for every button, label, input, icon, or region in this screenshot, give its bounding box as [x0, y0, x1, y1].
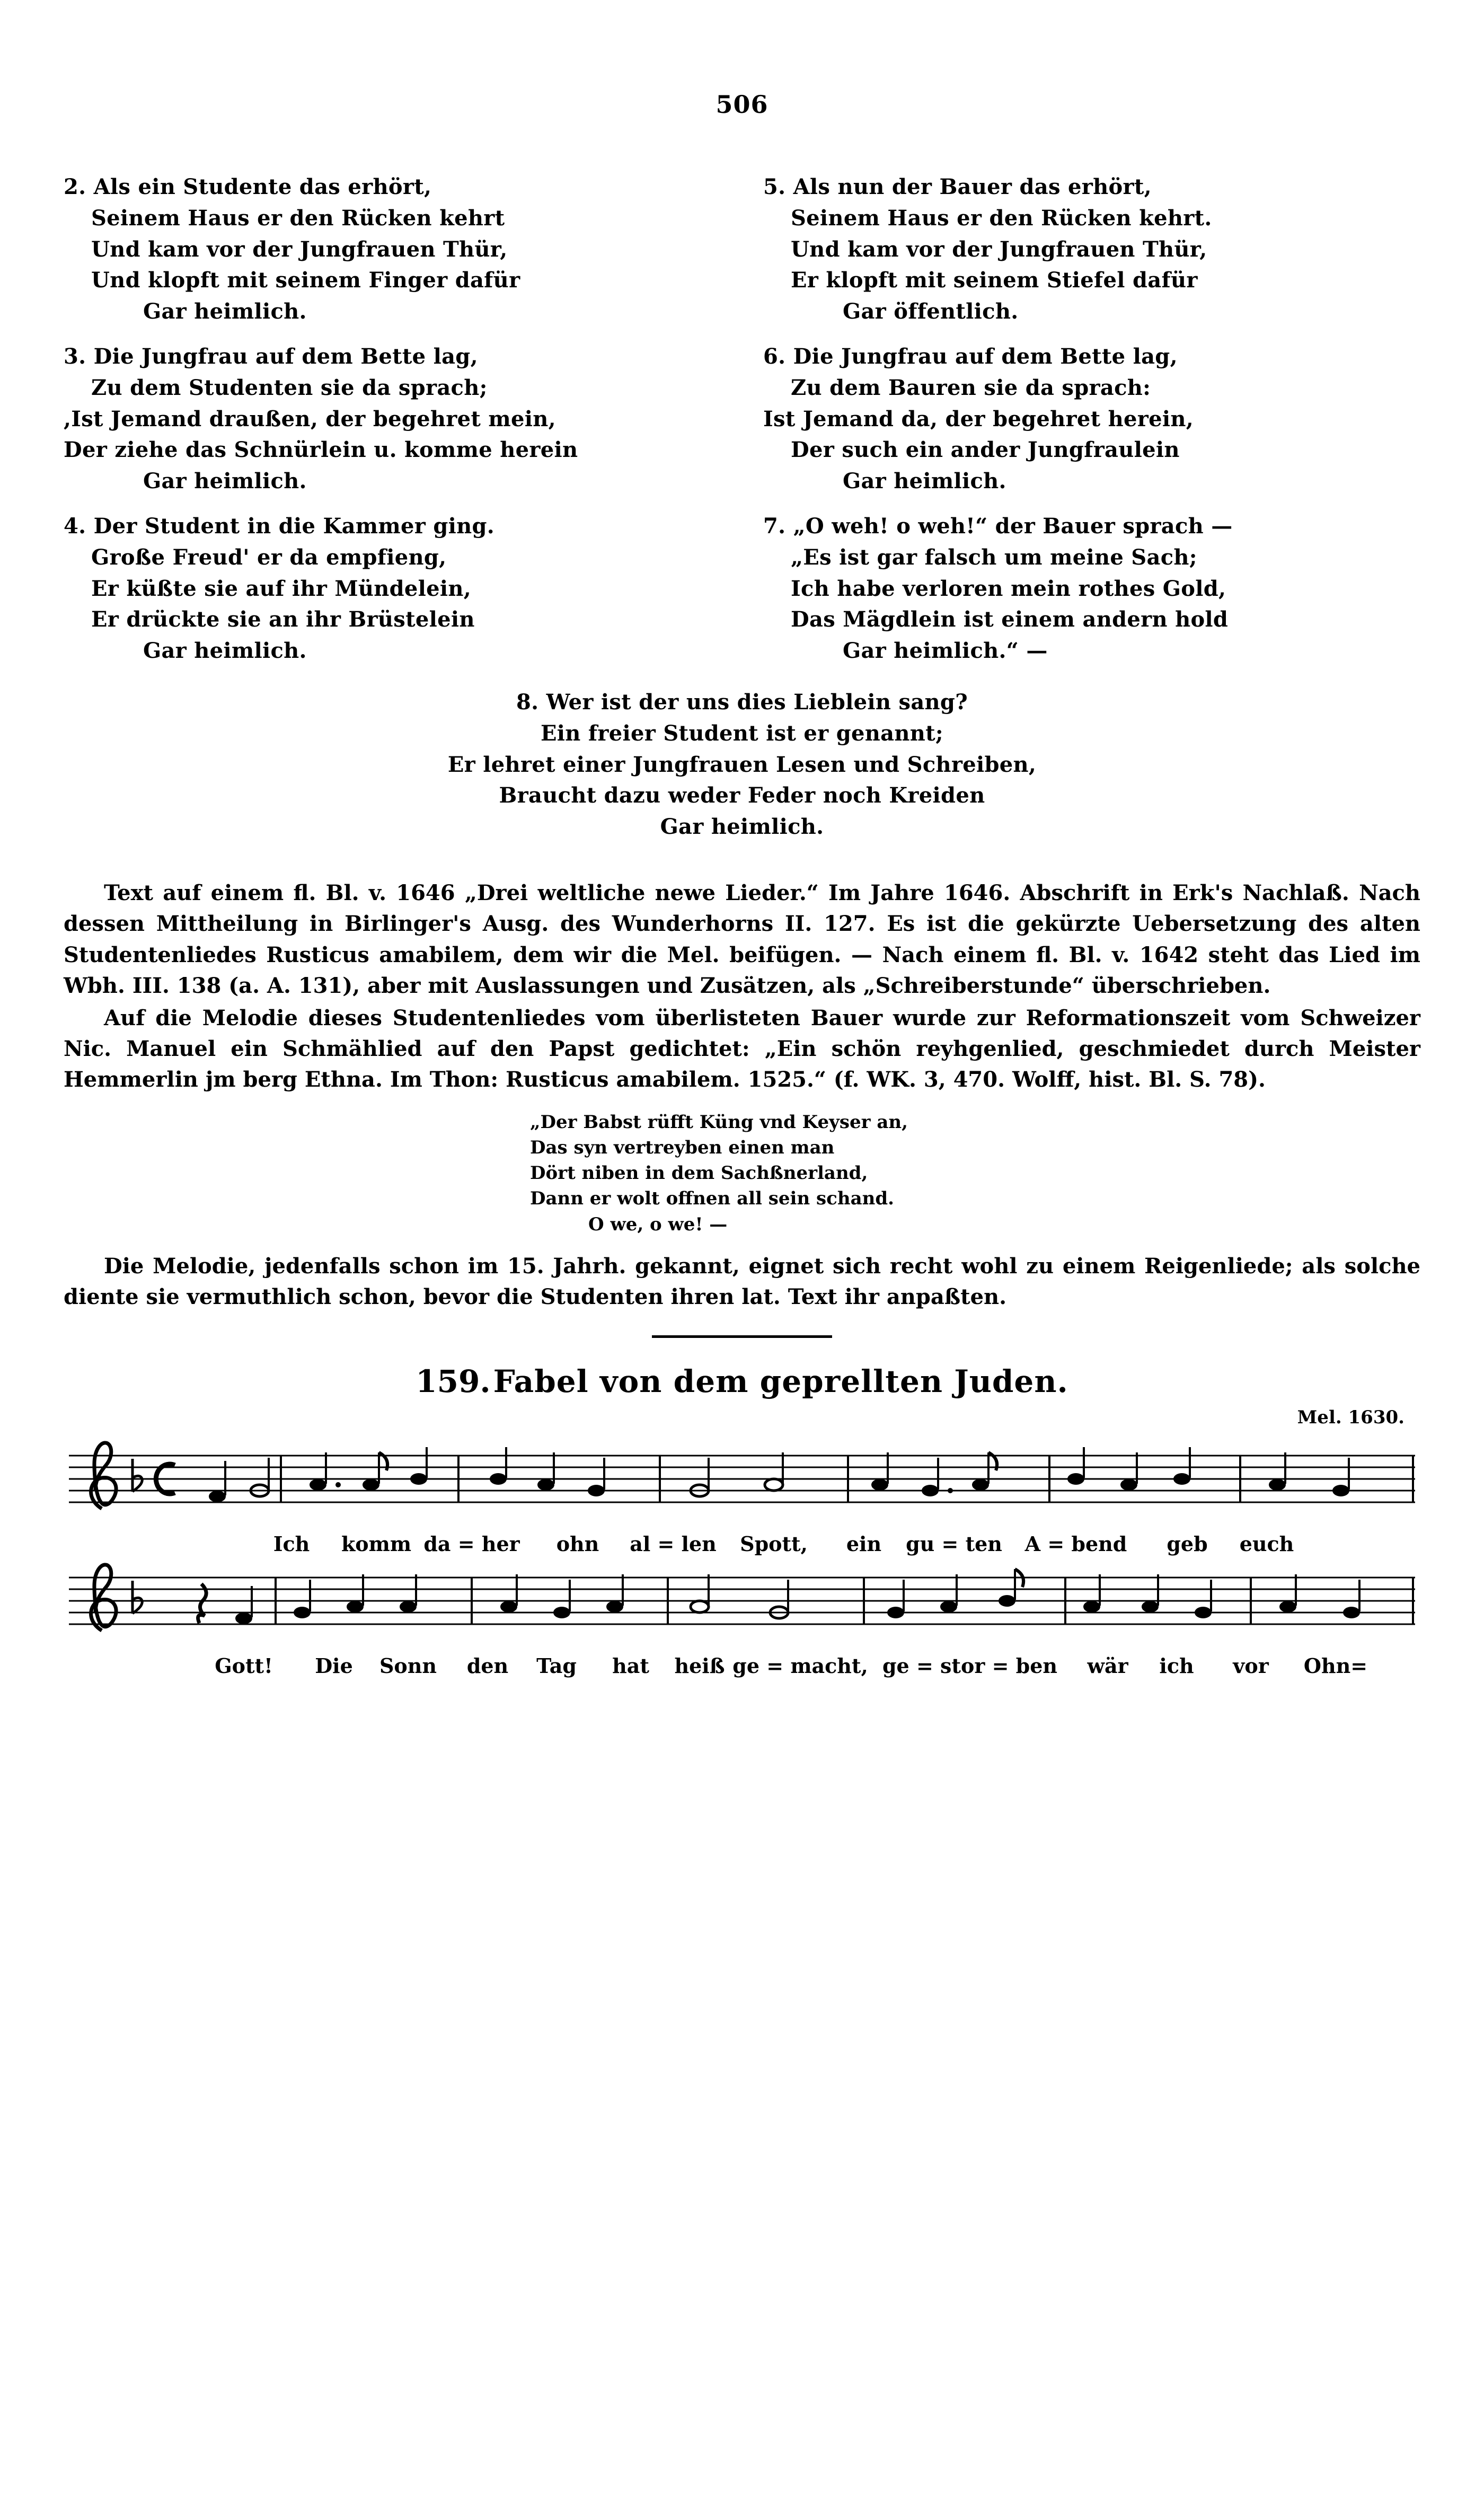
verse-column-left: [64, 172, 721, 681]
note-head: [1173, 1447, 1190, 1485]
verse-line: Gar heimlich.“ —: [843, 638, 1048, 664]
stave-1: [69, 1434, 1415, 1556]
verse-line: Gar heimlich.: [843, 469, 1006, 494]
verse-line: Er lehret einer Jungfrauen Lesen und Schreiben,: [447, 752, 1037, 777]
lyric-syllable: ohn: [556, 1531, 599, 1556]
verse-line: 8. Wer ist der uns dies Lieblein sang?: [516, 689, 968, 715]
lyric-syllable: Tag: [536, 1653, 577, 1678]
note-head: [691, 1574, 709, 1613]
verse-line: Er klopft mit seinem Stiefel dafür: [791, 268, 1198, 293]
note-head: [490, 1447, 507, 1485]
verse-column-right: [763, 172, 1420, 681]
melody-source-note: Mel. 1630.: [1297, 1406, 1404, 1428]
lyric-syllable: Ich: [273, 1531, 310, 1556]
verse-line: Gar heimlich.: [143, 469, 307, 494]
verse-line: 2. Als ein Studente das erhört,: [64, 174, 432, 199]
verse-line: Gar öffentlich.: [843, 299, 1019, 324]
quote-line: „Der Babst rüfft Küng vnd Keyser an,: [530, 1111, 908, 1133]
verse-3: [64, 341, 721, 497]
verse-line: Gar heimlich.: [143, 638, 307, 664]
note-head: [400, 1574, 417, 1613]
verse-line: Zu dem Bauren sie da sprach:: [791, 375, 1151, 400]
music-notation: [0, 1434, 1484, 1678]
note-head: [765, 1452, 783, 1491]
lyric-syllable: Gott!: [215, 1653, 273, 1678]
lyric-syllable: heiß: [674, 1653, 725, 1678]
verse-line: ,Ist Jemand draußen, der begehret mein,: [64, 406, 556, 431]
lyric-syllable: ge = stor = ben: [882, 1653, 1058, 1678]
verse-line: Große Freud' er da empfieng,: [91, 544, 447, 570]
note-head: [410, 1447, 427, 1485]
stave-2: [69, 1556, 1415, 1678]
note-head: [606, 1574, 623, 1613]
lyric-syllable: A = bend: [1024, 1531, 1127, 1556]
note-head: [537, 1452, 554, 1491]
verse-line: Seinem Haus er den Rücken kehrt.: [791, 205, 1212, 231]
quote-line: Das syn vertreyben einen man: [530, 1137, 835, 1158]
lyric-syllable: da = her: [423, 1531, 520, 1556]
inset-quote: [64, 1109, 1420, 1237]
lyric-syllable: Ohn=: [1303, 1653, 1368, 1678]
note-head: [887, 1580, 904, 1618]
lyric-syllable: geb: [1167, 1531, 1208, 1556]
treble-clef-icon: [91, 1443, 117, 1509]
verse-line: Und kam vor der Jungfrauen Thür,: [91, 236, 508, 262]
verse-line: 7. „O weh! o weh!“ der Bauer sprach —: [763, 513, 1233, 539]
verse-7: [763, 511, 1420, 667]
note-head: [1067, 1447, 1084, 1485]
quote-line: Dann er wolt offnen all sein schand.: [530, 1188, 894, 1210]
lyric-syllable: ge = macht,: [732, 1653, 868, 1678]
note-head: [294, 1580, 311, 1618]
song-number: 159.: [416, 1363, 491, 1399]
quote-line: O we, o we! —: [588, 1213, 728, 1235]
note-head: [310, 1452, 341, 1491]
document-page: [0, 90, 1484, 2493]
lyric-syllable: Spott,: [740, 1531, 808, 1556]
verse-line: Zu dem Studenten sie da sprach;: [91, 375, 488, 400]
song-title: Fabel von dem geprellten Juden.: [493, 1363, 1068, 1399]
verse-line: Er küßte sie auf ihr Mündelein,: [91, 576, 472, 601]
verse-line: Er drückte sie an ihr Brüstelein: [91, 607, 475, 632]
lyric-syllable: Sonn: [379, 1653, 437, 1678]
page-number: 506: [716, 90, 768, 119]
lyric-syllable: euch: [1239, 1531, 1294, 1556]
lyric-syllable: hat: [612, 1653, 649, 1678]
verse-columns: [0, 172, 1484, 681]
lyric-syllable: wär: [1087, 1653, 1128, 1678]
verse-line: Gar heimlich.: [143, 299, 307, 324]
note-head: [588, 1458, 605, 1496]
note-head: [500, 1574, 517, 1613]
verse-line: 3. Die Jungfrau auf dem Bette lag,: [64, 343, 478, 369]
verse-6: [763, 341, 1420, 497]
note-head: [922, 1458, 953, 1496]
note-head: [1195, 1580, 1212, 1618]
verse-line: 5. Als nun der Bauer das erhört,: [763, 174, 1152, 199]
note-head: [972, 1452, 997, 1491]
verse-2: [64, 172, 721, 328]
lyric-syllable: al = len: [630, 1531, 717, 1556]
lyric-syllable: den: [466, 1653, 509, 1678]
song-heading: [0, 1363, 1484, 1399]
verse-line: 4. Der Student in die Kammer ging.: [64, 513, 495, 539]
note-head: [1083, 1574, 1100, 1613]
verse-line: Und kam vor der Jungfrauen Thür,: [791, 236, 1207, 262]
note-head: [1343, 1580, 1360, 1618]
verse-line: Gar heimlich.: [660, 814, 824, 840]
note-head: [347, 1574, 364, 1613]
note-head: [940, 1574, 957, 1613]
verse-line: Ist Jemand da, der begehret herein,: [763, 406, 1194, 431]
verse-line: Seinem Haus er den Rücken kehrt: [91, 205, 505, 231]
lyric-syllable: ein: [846, 1531, 882, 1556]
verse-line: Der ziehe das Schnürlein u. komme herein: [64, 437, 578, 463]
editorial-notes: [0, 878, 1484, 1313]
note-head: [1279, 1574, 1296, 1613]
verse-line: „Es ist gar falsch um meine Sach;: [791, 544, 1197, 570]
treble-clef-icon: [91, 1565, 117, 1631]
verse-line: Braucht dazu weder Feder noch Kreiden: [499, 783, 985, 808]
verse-line: Ein freier Student ist er genannt;: [540, 720, 943, 746]
note-head: [553, 1580, 570, 1618]
lyric-syllable: komm: [341, 1531, 412, 1556]
note-paragraph-closing: Die Melodie, jedenfalls schon im 15. Jahrh. gekannt, eignet sich recht wohl zu einem Reigenliede; als solche diente sie vermuthlich schon, bevor die Studenten ihren lat. Text ihr anpaßten.: [64, 1254, 1420, 1310]
note-head: [1120, 1452, 1137, 1491]
verse-line: 6. Die Jungfrau auf dem Bette lag,: [763, 343, 1178, 369]
one-flat-icon: [132, 1459, 142, 1492]
lyric-syllable: gu = ten: [906, 1531, 1002, 1556]
stave-2-lyrics: [69, 1654, 1415, 1688]
one-flat-icon: [132, 1581, 142, 1614]
stave-2-svg: [69, 1556, 1415, 1657]
verse-5: [763, 172, 1420, 328]
quote-line: Dört niben in dem Sachßnerland,: [530, 1162, 868, 1184]
note-head: [1269, 1452, 1286, 1491]
verse-line: Ich habe verloren mein rothes Gold,: [791, 576, 1226, 601]
note-head: [1142, 1574, 1159, 1613]
lyric-syllable: ich: [1159, 1653, 1194, 1678]
stave-1-svg: [69, 1434, 1415, 1535]
verse-line: Und klopft mit seinem Finger dafür: [91, 268, 520, 293]
note-head: [363, 1452, 387, 1491]
verse-4: [64, 511, 721, 667]
note-head: [1332, 1458, 1349, 1496]
lyric-syllable: Die: [315, 1653, 353, 1678]
verse-line: Das Mägdlein ist einem andern hold: [791, 607, 1229, 632]
verse-line: Der such ein ander Jungfraulein: [791, 437, 1180, 463]
note-paragraph-1: Text auf einem fl. Bl. v. 1646 „Drei weltliche newe Lieder.“ Im Jahre 1646. Abschrift in Erk's Nachlaß. Nach dessen Mittheilung in Birlinger's Ausg. des Wunderhorns II. 127. Es ist die gekürzte Uebersetzung des alten Studentenliedes Rusticus amabilem, dem wir die Mel. beifügen. — Nach einem fl. Bl. v. 1642 steht das Lied im Wbh. III. 138 (a. A. 131), aber mit Auslassungen und Zusätzen, als „Schreiberstunde“ überschrieben.: [64, 880, 1420, 999]
note-head: [235, 1586, 252, 1624]
verse-8: [0, 687, 1484, 843]
section-divider: [652, 1335, 832, 1338]
note-head: [871, 1452, 888, 1491]
note-paragraph-2: Auf die Melodie dieses Studentenliedes vom überlisteten Bauer wurde zur Reformationszeit vom Schweizer Nic. Manuel ein Schmählied auf den Papst gedichtet: „Ein schön reyhgenlied, geschmiedet durch Meister Hemmerlin jm berg Ethna. Im Thon: Rusticus amabilem. 1525.“ (f. WK. 3, 470. Wolff, hist. Bl. S. 78).: [64, 1005, 1420, 1093]
lyric-syllable: vor: [1233, 1653, 1269, 1678]
